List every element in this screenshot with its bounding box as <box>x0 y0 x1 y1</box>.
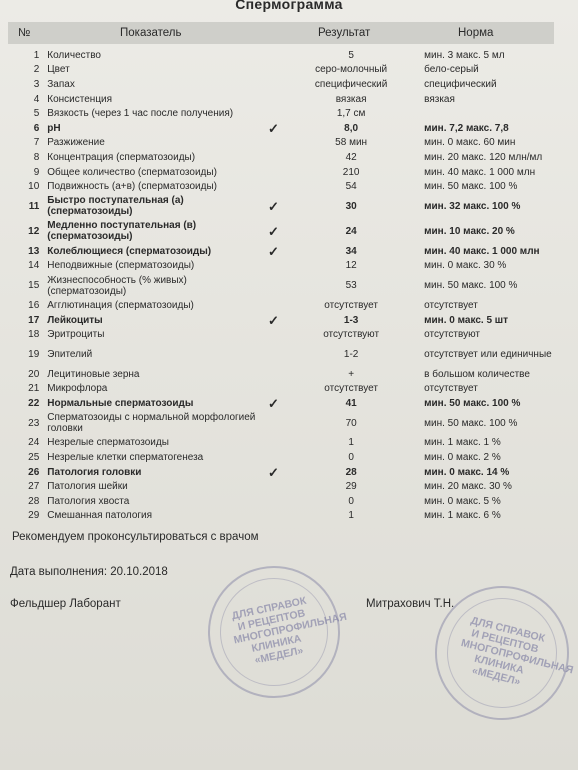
row-indicator: Количество <box>47 49 101 61</box>
row-check-mark <box>259 63 288 78</box>
row-result: 42 <box>345 151 357 163</box>
row-indicator: Патология хвоста <box>47 495 130 507</box>
row-norm: специфический <box>424 78 497 90</box>
row-result: 1-3 <box>343 314 359 326</box>
row-indicator: Концентрация (сперматозоиды) <box>47 151 196 163</box>
row-indicator: Нормальные сперматозоиды <box>47 397 194 409</box>
row-result: 0 <box>348 495 354 507</box>
row-check-mark <box>259 77 288 92</box>
table-row <box>8 450 556 465</box>
row-check-mark: ✓ <box>267 198 279 214</box>
row-check-mark <box>259 92 288 107</box>
row-norm: мин. 0 макс. 60 мин <box>424 137 516 149</box>
row-norm: мин. 50 макс. 100 % <box>424 417 518 429</box>
row-norm: мин. 50 макс. 100 % <box>424 397 521 409</box>
row-result: 1,7 см <box>336 108 366 120</box>
row-number: 18 <box>28 329 40 341</box>
row-result: 24 <box>345 225 357 237</box>
row-norm: мин. 0 макс. 5 % <box>424 495 501 507</box>
row-norm: мин. 0 макс. 30 % <box>424 260 507 272</box>
row-number: 15 <box>28 280 40 292</box>
header-result: Результат <box>318 27 371 39</box>
row-check-mark: ✓ <box>267 395 279 411</box>
row-result: 1 <box>348 510 354 522</box>
row-check-mark <box>259 327 288 342</box>
row-result: 58 мин <box>335 137 368 149</box>
row-check-mark <box>259 165 288 180</box>
row-result: серо-молочный <box>315 64 388 76</box>
row-check-mark: ✓ <box>267 243 279 259</box>
row-number: 29 <box>28 510 40 522</box>
row-number: 1 <box>33 49 40 61</box>
results-table-body <box>8 48 556 523</box>
row-number: 27 <box>28 481 40 493</box>
row-indicator: Неподвижные (сперматозоиды) <box>47 260 195 272</box>
row-indicator: Сперматозоиды с нормальной морфологией головки <box>47 412 256 435</box>
row-check-mark <box>259 509 288 524</box>
row-number: 5 <box>33 108 40 120</box>
row-indicator: Быстро поступательная (а) (сперматозоиды) <box>47 195 184 218</box>
row-norm: мин. 50 макс. 100 % <box>424 181 518 193</box>
header-norm: Норма <box>458 27 494 39</box>
row-norm: мин. 32 макс. 100 % <box>424 200 521 212</box>
row-number: 19 <box>28 348 40 360</box>
stamp-left-text: ДЛЯ СПРАВОК И РЕЦЕПТОВ МНОГОПРОФИЛЬНАЯ КЛИНИКА «МЕДЕЛ» <box>230 594 348 667</box>
row-result: 12 <box>345 260 357 272</box>
row-number: 26 <box>28 466 40 478</box>
stamp-right-text: ДЛЯ СПРАВОК И РЕЦЕПТОВ МНОГОПРОФИЛЬНАЯ КЛИНИКА «МЕДЕЛ» <box>459 614 575 689</box>
row-result: 29 <box>345 481 357 493</box>
row-number: 9 <box>33 166 40 178</box>
row-check-mark <box>259 48 288 63</box>
row-indicator: Жизнеспособность (% живых) (сперматозоиды) <box>47 274 187 297</box>
row-indicator: Подвижность (а+в) (сперматозоиды) <box>47 181 217 193</box>
row-indicator: pH <box>47 122 61 134</box>
row-result: 210 <box>342 166 360 178</box>
row-indicator: Колеблющиеся (сперматозоиды) <box>47 245 212 257</box>
table-row <box>8 179 556 194</box>
row-norm: в большом количестве <box>424 368 530 380</box>
clinic-stamp-left <box>196 554 353 711</box>
row-result: 53 <box>345 280 357 292</box>
row-result: 30 <box>345 200 357 212</box>
row-result: 8,0 <box>344 122 359 134</box>
row-indicator: Медленно поступательная (в) (сперматозоиды) <box>47 220 197 243</box>
recommendation-text: Рекомендуем проконсультироваться с врачом <box>12 531 259 543</box>
row-norm: мин. 40 макс. 1 000 млн <box>424 166 536 178</box>
table-row <box>8 494 556 509</box>
row-number: 11 <box>28 200 40 212</box>
header-num: № <box>18 27 31 39</box>
table-row <box>8 106 556 121</box>
row-result: 0 <box>348 452 354 464</box>
document-title: Спермограмма <box>235 0 343 12</box>
staff-position: Фельдшер Лаборант <box>10 598 121 610</box>
row-number: 6 <box>33 122 40 134</box>
table-row <box>8 313 556 328</box>
row-result: 1 <box>348 437 354 449</box>
row-indicator: Незрелые сперматозоиды <box>47 437 169 449</box>
row-result: 1-2 <box>343 348 359 360</box>
table-header <box>8 22 554 44</box>
row-indicator: Эпителий <box>47 348 93 360</box>
table-row <box>8 396 556 411</box>
table-row <box>8 219 556 244</box>
row-indicator: Разжижение <box>47 137 105 149</box>
row-indicator: Лецитиновые зерна <box>47 368 140 380</box>
table-row <box>8 298 556 313</box>
row-number: 22 <box>28 397 40 409</box>
row-result: отсутствуют <box>323 329 380 341</box>
table-row <box>8 411 556 436</box>
row-check-mark <box>259 479 288 494</box>
row-indicator: Патология шейки <box>47 481 128 493</box>
row-result: 5 <box>348 49 354 61</box>
row-norm: мин. 40 макс. 1 000 млн <box>424 245 540 257</box>
clinic-stamp-right <box>421 572 578 734</box>
table-row <box>8 121 556 136</box>
header-indicator: Показатель <box>120 27 182 39</box>
row-check-mark: ✓ <box>267 464 279 480</box>
row-indicator: Смешанная патология <box>47 510 153 522</box>
table-row <box>8 194 556 219</box>
row-indicator: Консистенция <box>47 93 113 105</box>
row-indicator: Агглютинация (сперматозоиды) <box>47 299 194 311</box>
row-result: 70 <box>345 417 357 429</box>
row-check-mark <box>259 367 288 382</box>
row-check-mark <box>259 436 288 451</box>
table-row <box>8 509 556 524</box>
row-number: 16 <box>28 299 40 311</box>
signer-name: Митрахович Т.Н. <box>366 598 455 610</box>
row-number: 4 <box>33 93 40 105</box>
table-row <box>8 436 556 451</box>
table-row <box>8 479 556 494</box>
row-number: 17 <box>28 314 40 326</box>
table-row <box>8 367 556 382</box>
table-row <box>8 165 556 180</box>
row-norm: отсутствует <box>424 299 478 311</box>
row-norm <box>414 106 556 121</box>
row-indicator: Общее количество (сперматозоиды) <box>47 166 217 178</box>
table-row <box>8 273 556 298</box>
row-check-mark <box>259 298 288 313</box>
execution-date: Дата выполнения: 20.10.2018 <box>10 566 168 578</box>
table-row <box>8 136 556 151</box>
row-number: 24 <box>28 437 40 449</box>
row-number: 14 <box>28 260 40 272</box>
row-norm: отсутствуют <box>424 329 480 341</box>
table-row <box>8 77 556 92</box>
row-norm: отсутствует <box>424 383 478 395</box>
row-norm: мин. 0 макс. 14 % <box>424 466 510 478</box>
row-number: 23 <box>28 417 40 429</box>
row-number: 12 <box>28 225 40 237</box>
row-number: 10 <box>28 181 40 193</box>
row-number: 8 <box>33 151 40 163</box>
row-number: 2 <box>33 64 40 76</box>
row-check-mark <box>259 273 288 298</box>
row-check-mark <box>259 150 288 165</box>
row-check-mark: ✓ <box>267 223 279 239</box>
row-indicator: Лейкоциты <box>47 314 103 326</box>
table-row <box>8 150 556 165</box>
row-norm: мин. 3 макс. 5 мл <box>424 49 505 61</box>
row-result: 28 <box>345 466 357 478</box>
row-result: + <box>348 368 355 380</box>
row-indicator: Запах <box>47 78 75 90</box>
table-row <box>8 327 556 342</box>
row-result: 54 <box>345 181 357 193</box>
row-check-mark <box>259 342 288 367</box>
row-result: 41 <box>345 397 357 409</box>
row-indicator: Вязкость (через 1 час после получения) <box>47 108 234 120</box>
row-check-mark: ✓ <box>267 312 279 328</box>
row-result: отсутствует <box>324 383 378 395</box>
row-result: специфический <box>314 78 388 90</box>
row-norm: мин. 7,2 макс. 7,8 <box>424 122 509 134</box>
table-row <box>8 48 556 63</box>
row-norm: мин. 1 макс. 6 % <box>424 510 501 522</box>
row-indicator: Эритроциты <box>47 329 105 341</box>
row-indicator: Микрофлора <box>47 383 108 395</box>
table-row <box>8 63 556 78</box>
table-row <box>8 92 556 107</box>
row-check-mark <box>259 382 288 397</box>
row-norm: бело-серый <box>424 64 479 76</box>
row-norm: мин. 20 макс. 120 млн/мл <box>424 151 543 163</box>
row-indicator: Цвет <box>47 64 70 76</box>
row-indicator: Патология головки <box>47 466 142 478</box>
row-check-mark <box>259 450 288 465</box>
row-result: вязкая <box>335 93 367 105</box>
table-row <box>8 259 556 274</box>
table-row <box>8 342 556 367</box>
row-check-mark <box>259 259 288 274</box>
row-number: 13 <box>28 245 40 257</box>
row-result: 34 <box>345 245 357 257</box>
row-norm: мин. 20 макс. 30 % <box>424 481 512 493</box>
row-number: 28 <box>28 495 40 507</box>
table-row <box>8 244 556 259</box>
table-row <box>8 465 556 480</box>
row-norm: мин. 50 макс. 100 % <box>424 280 518 292</box>
row-norm: мин. 0 макс. 5 шт <box>424 314 509 326</box>
row-check-mark <box>259 179 288 194</box>
results-table <box>8 48 556 523</box>
row-number: 21 <box>28 383 40 395</box>
row-norm: мин. 0 макс. 2 % <box>424 452 501 464</box>
row-number: 20 <box>28 368 40 380</box>
row-number: 7 <box>33 137 40 149</box>
row-check-mark <box>259 136 288 151</box>
row-check-mark <box>259 106 288 121</box>
table-row <box>8 382 556 397</box>
row-number: 3 <box>33 78 40 90</box>
row-number: 25 <box>28 452 40 464</box>
row-result: отсутствует <box>324 299 378 311</box>
row-norm: мин. 1 макс. 1 % <box>424 437 501 449</box>
row-check-mark: ✓ <box>267 120 279 136</box>
row-check-mark <box>259 494 288 509</box>
row-norm: отсутствует или единичные <box>424 348 552 360</box>
row-norm: мин. 10 макс. 20 % <box>424 225 515 237</box>
row-check-mark <box>259 411 288 436</box>
row-indicator: Незрелые клетки сперматогенеза <box>47 452 204 464</box>
row-norm: вязкая <box>424 93 455 105</box>
